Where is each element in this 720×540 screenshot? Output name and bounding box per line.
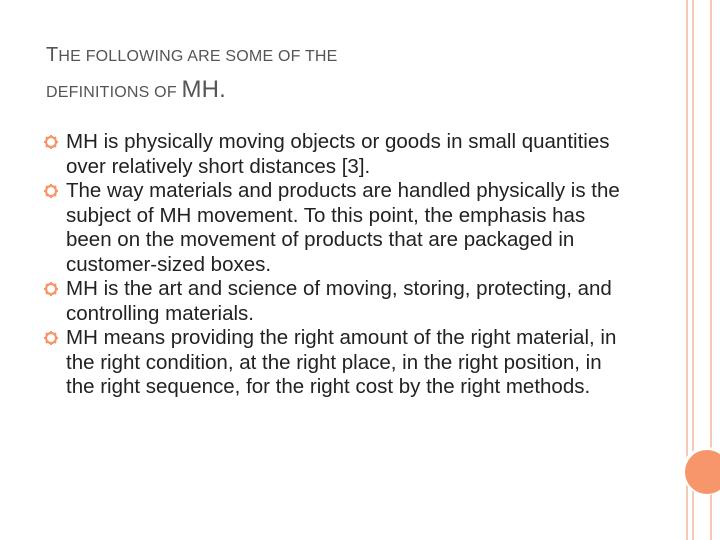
bullet-item [44,277,624,326]
slide-title [46,40,606,108]
bullet-item [44,326,624,400]
title-initial: T [46,44,59,66]
title-emphasis: MH. [181,76,227,103]
bullet-text: MH is physically moving objects or goods in small quantities over relatively short distances [3]. [66,130,610,178]
gear-icon [44,184,58,198]
bullet-item [44,130,624,179]
title-line-2-text: DEFINITIONS OF [46,84,182,101]
bullet-text: MH means providing the right amount of the right material, in the right condition, at the right place, in the right position, in the right sequence, for the right cost by the right methods. [66,326,617,398]
bullet-text: MH is the art and science of moving, storing, protecting, and controlling materials. [66,277,612,325]
bullet-item [44,179,624,277]
bullet-text: The way materials and products are handled physically is the subject of MH movement. To this point, the emphasis has been on the movement of products that are packaged in customer-sized boxes. [66,179,620,276]
title-line-1 [46,40,606,71]
title-line-2 [46,71,606,108]
decorative-rail [682,0,720,540]
gear-icon [44,331,58,345]
gear-icon [44,135,58,149]
bullet-list [44,130,624,400]
title-line-1-text: HE FOLLOWING ARE SOME OF THE [58,48,338,65]
gear-icon [44,282,58,296]
